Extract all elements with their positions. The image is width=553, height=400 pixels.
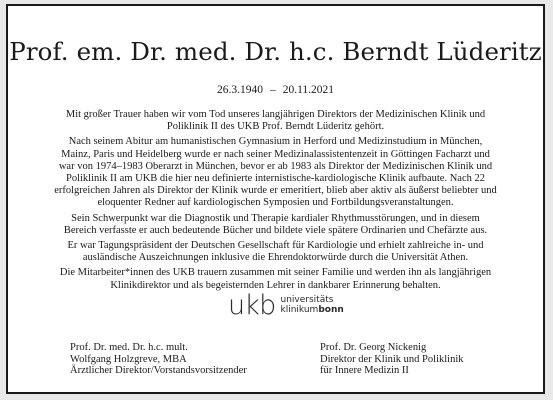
paragraph-career: Nach seinem Abitur am humanistischen Gymnasium in Herford und Medizinstudium in München, Mainz, Paris und Heidelberg wurde er nach seiner Medizinalassistentenzeit in Göttingen Facharzt und war von 1974–1983 Oberarzt in München, bevor er ab 1983 als Direktor der Medizinischen Klinik und Poliklinik II am UKB die hier neu definierte internistische-kardiologische Klinik aufbaute. Nach 22 erfolgreichen Jahren als Direktor der Klinik wurde er emeritiert, blieb aber aktiv als äußerst beliebter und eloquenter Redner auf kardiologischen Symposien und Fortbildungsveranstaltungen. (54, 136, 497, 209)
paragraph-honors: Er war Tagungspräsident der Deutschen Gesellschaft für Kardiologie und erhielt zahlreiche in- und ausländische Auszeichnungen inklusive die Ehrendoktorwürde durch die Universität Athen. (67, 240, 484, 264)
logo-bonn-word: bonn (318, 305, 344, 315)
obituary-text (54, 109, 497, 295)
life-dates (8, 85, 543, 97)
logo-klinikum-word: klinikum (280, 305, 319, 315)
obituary-notice (6, 4, 545, 394)
signature-block-right (320, 342, 464, 377)
death-date: 20.11.2021 (282, 84, 335, 96)
logo-line-universitaets: universitäts (280, 295, 334, 305)
signatory-right-role: Direktor der Klinik und Poliklinik (320, 353, 464, 365)
date-separator: – (269, 84, 276, 96)
signatory-left-name: Wolfgang Holzgreve, MBA (70, 353, 187, 365)
logo-line-klinikum (281, 305, 344, 315)
signatory-left-role: Ärztlicher Direktor/Vorstandsvorsitzender (70, 365, 247, 376)
ukb-logo-mark: ukb (228, 289, 276, 321)
signature-block-left (70, 342, 247, 377)
paragraph-condolence: Mit großer Trauer haben wir vom Tod unseres langjährigen Direktors der Medizinischen Klinik und Poliklinik II des UKB Prof. Berndt Lüderitz gehört. (65, 109, 486, 133)
paragraph-mourning: Die Mitarbeiter*innen des UKB trauern zusammen mit seiner Familie und werden ihn als langjährigen Klinikdirektor und als begeisternden Lehrer in dankbarer Erinnerung behalten. (59, 267, 492, 291)
signatory-right-name: Prof. Dr. Georg Nickenig (320, 342, 427, 353)
paragraph-focus: Sein Schwerpunkt war die Diagnostik und Therapie kardialer Rhythmusstörungen, und in diesem Bereich verfasste er auch bedeutende Bücher und bildete viele spätere Ordinarien und Chefärzte aus. (63, 212, 488, 236)
signatory-left-title: Prof. Dr. med. Dr. h.c. mult. (70, 342, 188, 353)
deceased-name: Prof. em. Dr. med. Dr. h.c. Berndt Lüderitz (9, 37, 542, 66)
ukb-logo-text (281, 295, 344, 315)
birth-date: 26.3.1940 (216, 84, 263, 96)
ukb-logo (228, 289, 344, 321)
signatory-right-department: für Innere Medizin II (320, 365, 409, 376)
